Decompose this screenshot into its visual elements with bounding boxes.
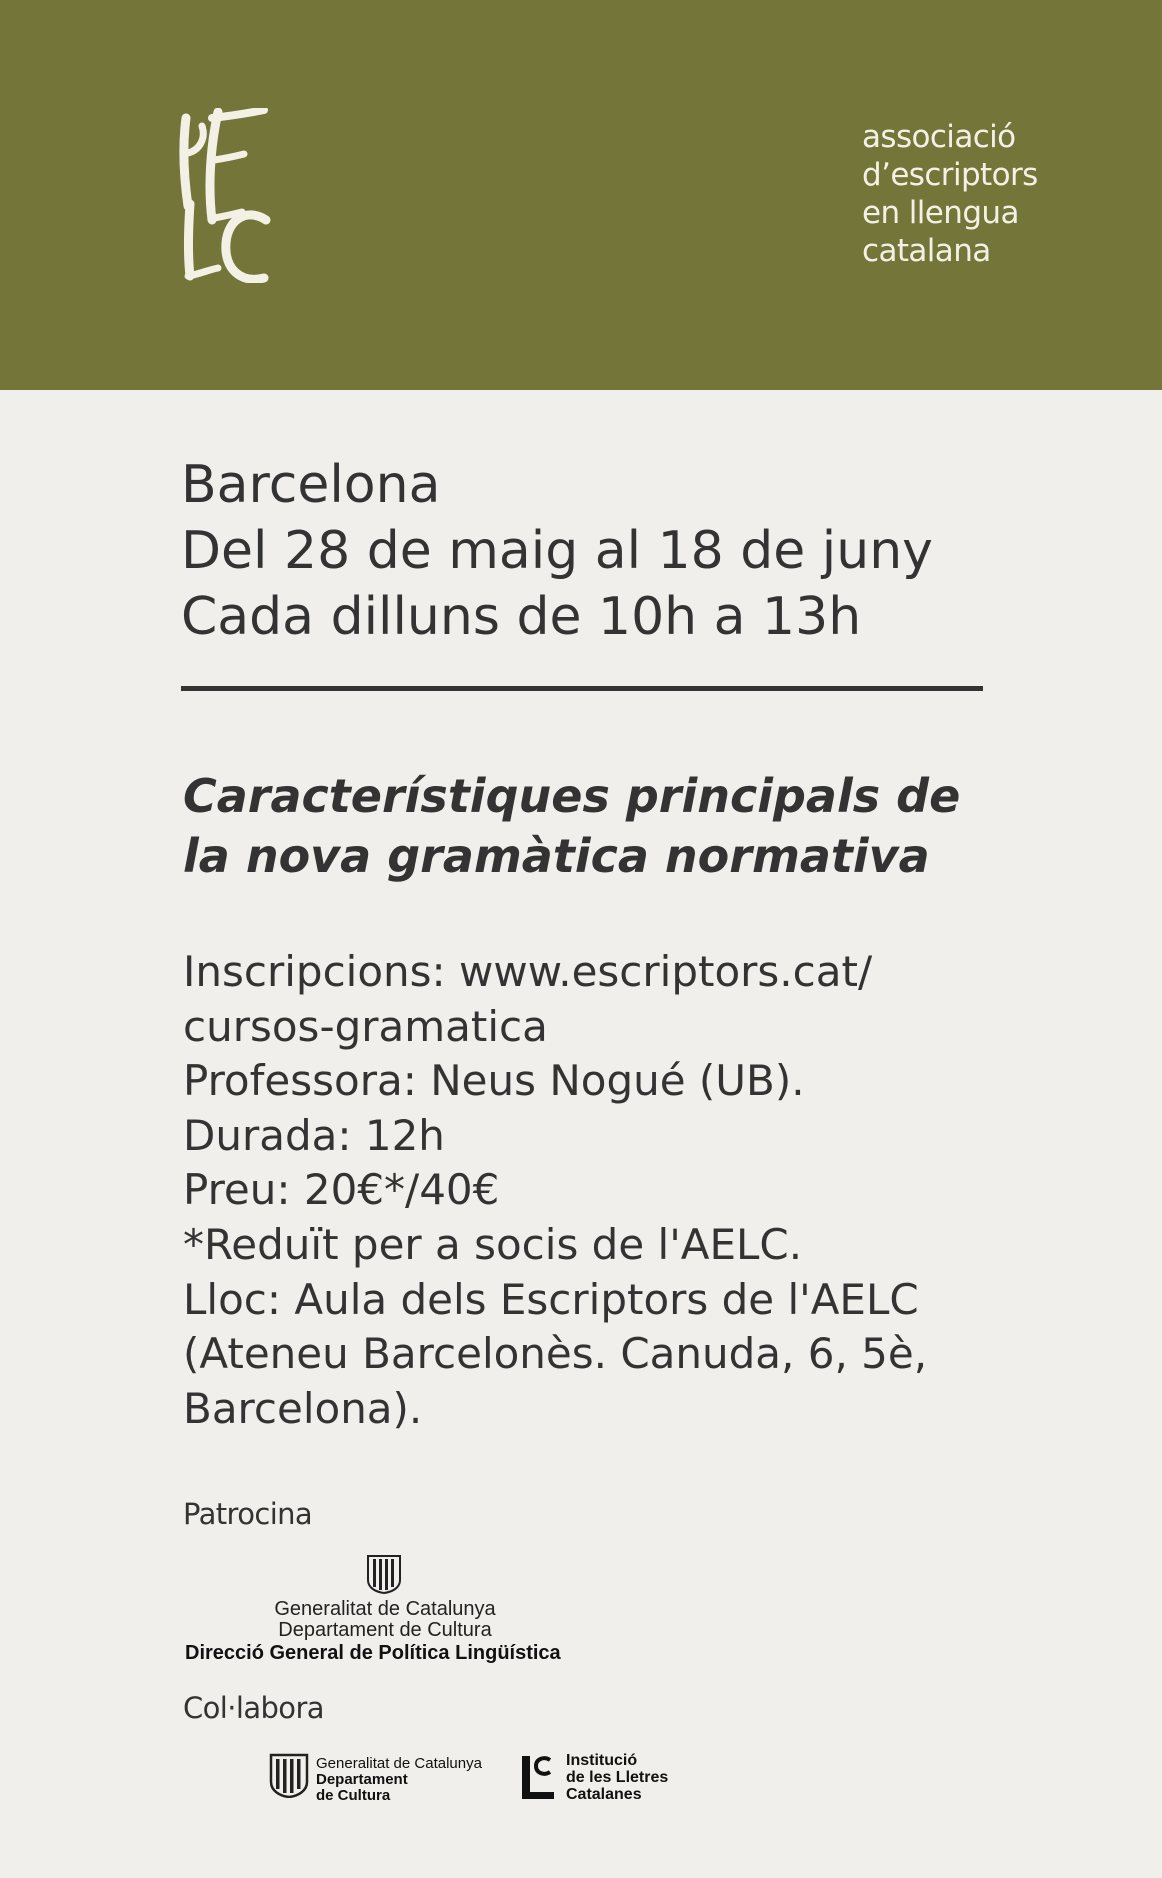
location-line: Lloc: Aula dels Escriptors de l'AELC (183, 1274, 919, 1324)
org-name-line: en llengua (862, 195, 1019, 231)
collaborator-ilc-line: de les Lletres (566, 1769, 669, 1786)
course-details (183, 945, 927, 1436)
collaborator-gencat-text (316, 1756, 482, 1804)
registration-line-cont: cursos-gramatica (183, 1001, 548, 1051)
aelc-logo (178, 108, 288, 283)
location-line-cont: Barcelona). (183, 1383, 423, 1433)
gencat-emblem-icon (364, 1552, 404, 1594)
sponsor-label: Patrocina (183, 1497, 313, 1531)
event-dates: Del 28 de maig al 18 de juny (181, 521, 933, 581)
sponsor-line: Generalitat de Catalunya (274, 1598, 496, 1620)
course-title-line: Característiques principals de (183, 769, 961, 823)
org-name (862, 118, 1038, 270)
ilc-mark-icon (520, 1754, 556, 1800)
sponsor-logo (185, 1552, 605, 1664)
collaborator-gencat-line: Generalitat de Catalunya (316, 1755, 482, 1772)
discount-note: *Reduït per a socis de l'AELC. (183, 1219, 803, 1269)
divider (181, 686, 983, 691)
event-info (181, 452, 933, 650)
sponsor-line-bold: Direcció General de Política Lingüística (185, 1642, 561, 1664)
collaborator-gencat-line: de Cultura (316, 1787, 391, 1804)
gencat-emblem-icon (268, 1752, 310, 1798)
location-line-cont: (Ateneu Barcelonès. Canuda, 6, 5è, (183, 1329, 928, 1379)
collaborator-gencat-logo (268, 1752, 488, 1802)
event-city: Barcelona (181, 455, 441, 515)
teacher-line: Professora: Neus Nogué (UB). (183, 1056, 805, 1106)
sponsor-line: Departament de Cultura (278, 1619, 492, 1641)
collaborators-label: Col·labora (183, 1691, 324, 1725)
org-name-line: catalana (862, 233, 991, 269)
registration-line: Inscripcions: www.escriptors.cat/ (183, 947, 873, 996)
org-name-line: d’escriptors (862, 157, 1038, 193)
collaborator-ilc-line: Catalanes (566, 1786, 642, 1803)
price-line: Preu: 20€*/40€ (183, 1165, 500, 1215)
header-banner (0, 0, 1162, 390)
collaborator-ilc-text (566, 1752, 668, 1803)
course-title (183, 766, 1063, 886)
course-title-line: la nova gramàtica normativa (183, 829, 930, 883)
collaborator-gencat-line: Departament (316, 1771, 408, 1788)
org-name-line: associació (862, 119, 1016, 155)
collaborator-ilc-logo (520, 1752, 700, 1802)
duration-line: Durada: 12h (183, 1110, 445, 1160)
event-schedule: Cada dilluns de 10h a 13h (181, 587, 862, 647)
collaborator-ilc-line: Institució (566, 1752, 638, 1769)
